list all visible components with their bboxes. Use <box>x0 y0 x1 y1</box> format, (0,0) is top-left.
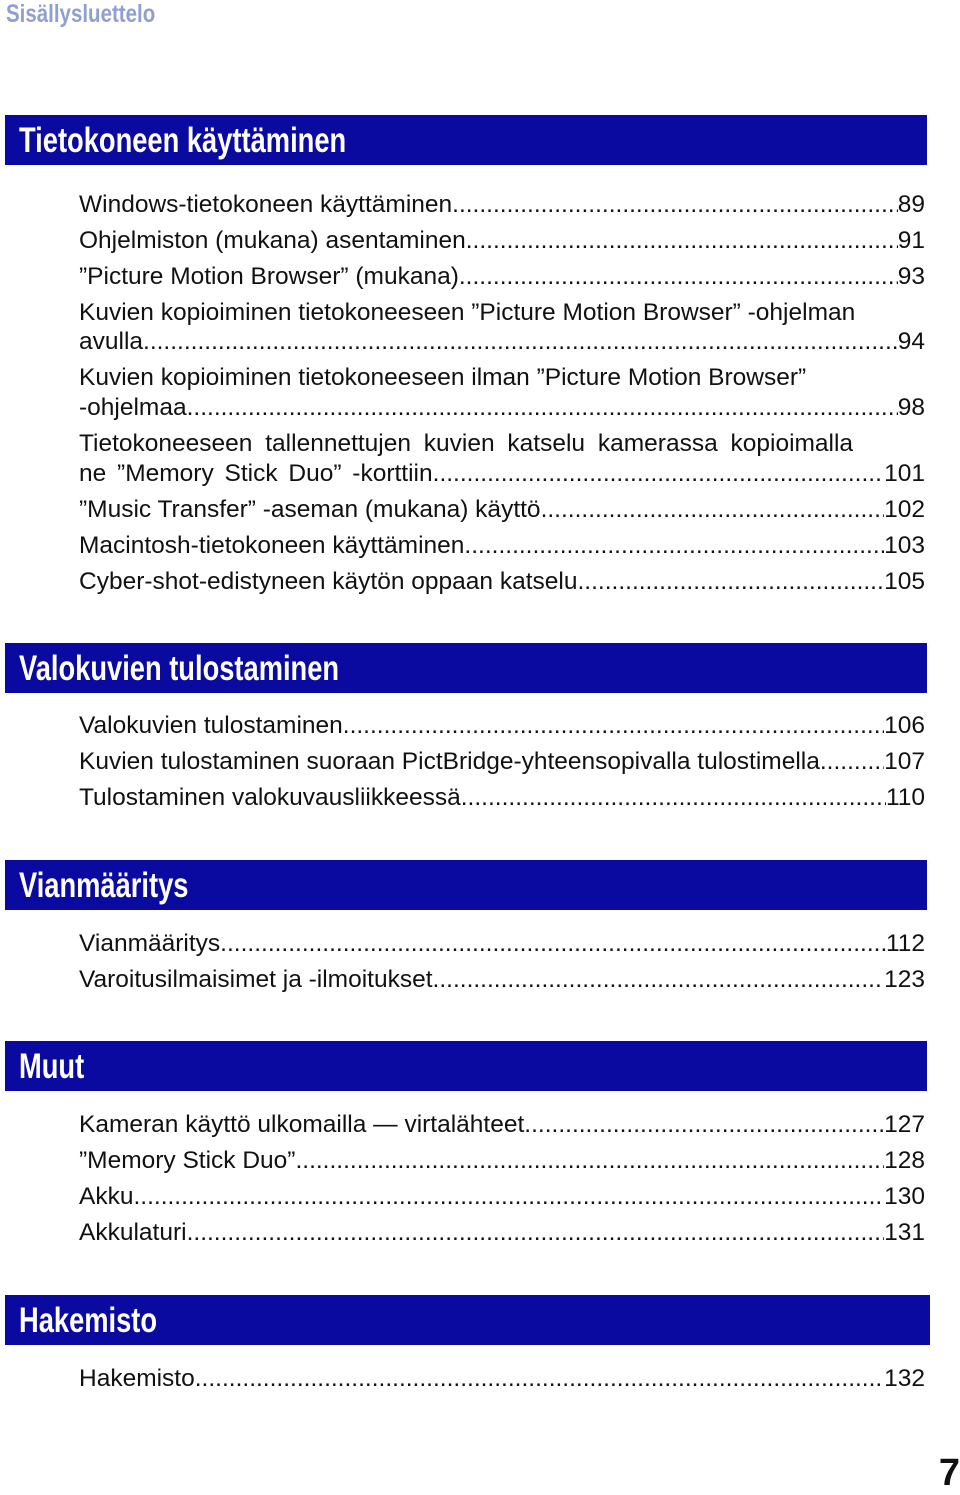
toc-entry-page: 98 <box>897 394 925 421</box>
toc-entry[interactable] <box>79 1216 925 1250</box>
dot-leader <box>433 457 884 491</box>
toc-entry-first-line[interactable]: Tietokoneeseen tallennettujen kuvien katselu kamerassa kopioimalla <box>79 430 854 457</box>
section-header-printing <box>5 643 927 693</box>
toc-entry[interactable] <box>79 260 925 294</box>
toc-entry[interactable] <box>79 709 925 743</box>
section-heading: Valokuvien tulostaminen <box>19 649 340 688</box>
toc-entry-page: 123 <box>884 966 925 993</box>
toc-entry-title: Kuvien tulostaminen suoraan PictBridge-yhteensopivalla tulostimella <box>79 748 820 775</box>
dot-leader <box>461 781 886 815</box>
section-header-index <box>5 1295 930 1345</box>
toc-entry-page: 91 <box>897 227 925 254</box>
toc-entry-title: avulla <box>79 328 144 355</box>
dot-leader <box>466 224 898 258</box>
toc-entry[interactable] <box>79 1108 925 1142</box>
toc-entry[interactable] <box>79 781 925 815</box>
toc-entry-page: 105 <box>884 568 925 595</box>
section-heading: Tietokoneen käyttäminen <box>19 121 347 160</box>
toc-entry[interactable] <box>79 188 925 222</box>
toc-entry-page: 106 <box>884 712 925 739</box>
toc-entry-first-line[interactable]: Kuvien kopioiminen tietokoneeseen ”Picture Motion Browser” -ohjelman <box>79 299 856 326</box>
dot-leader <box>143 325 898 359</box>
toc-entry[interactable] <box>79 529 925 563</box>
toc-entry-title: Ohjelmiston (mukana) asentaminen <box>79 227 466 254</box>
toc-entry-title: ”Memory Stick Duo” <box>79 1147 296 1174</box>
toc-entry-title: -ohjelmaa <box>79 394 187 421</box>
dot-leader <box>820 745 884 779</box>
dot-leader <box>187 391 898 425</box>
toc-entry[interactable] <box>79 325 925 359</box>
toc-entry-page: 112 <box>885 930 925 957</box>
toc-entry[interactable] <box>79 224 925 258</box>
dot-leader <box>464 529 884 563</box>
section-header-computer <box>5 115 927 165</box>
dot-leader <box>295 1144 884 1178</box>
toc-entry-title: Macintosh-tietokoneen käyttäminen <box>79 532 465 559</box>
toc-entry-page: 103 <box>884 532 925 559</box>
toc-entry-page: 107 <box>884 748 925 775</box>
toc-entry-title: Vianmääritys <box>79 930 221 957</box>
toc-entry-title: Varoitusilmaisimet ja -ilmoitukset <box>79 966 433 993</box>
page-title: Sisällysluettelo <box>6 0 156 28</box>
dot-leader <box>577 565 884 599</box>
dot-leader <box>459 260 898 294</box>
toc-entry-title: Kameran käyttö ulkomailla — virtalähteet <box>79 1111 525 1138</box>
toc-entry-title: Cyber-shot-edistyneen käytön oppaan katselu <box>79 568 578 595</box>
section-heading: Muut <box>19 1047 85 1086</box>
section-header-other <box>5 1041 927 1091</box>
toc-entry-first-line[interactable]: Kuvien kopioiminen tietokoneeseen ilman ”Picture Motion Browser” <box>79 364 807 391</box>
dot-leader <box>343 709 884 743</box>
toc-entry-title: Akku <box>79 1183 134 1210</box>
toc-entry[interactable] <box>79 745 925 779</box>
dot-leader <box>220 927 886 961</box>
section-header-troubleshooting <box>5 860 927 910</box>
toc-entry-page: 93 <box>897 263 925 290</box>
toc-entry[interactable] <box>79 457 925 491</box>
toc-entry-title: Hakemisto <box>79 1365 195 1392</box>
toc-entry-page: 89 <box>897 191 925 218</box>
toc-entry-title: ne ”Memory Stick Duo” -korttiin <box>79 460 433 487</box>
toc-entry[interactable] <box>79 927 925 961</box>
toc-entry[interactable] <box>79 1144 925 1178</box>
dot-leader <box>433 963 885 997</box>
toc-entry[interactable] <box>79 493 925 527</box>
dot-leader <box>195 1362 884 1396</box>
toc-entry[interactable] <box>79 963 925 997</box>
section-heading: Hakemisto <box>19 1301 158 1340</box>
toc-entry[interactable] <box>79 1362 925 1396</box>
toc-entry-page: 110 <box>885 784 925 811</box>
toc-entry-page: 131 <box>884 1219 925 1246</box>
toc-entry-title: ”Picture Motion Browser” (mukana) <box>79 263 459 290</box>
toc-entry-title: Valokuvien tulostaminen <box>79 712 343 739</box>
toc-entry-page: 94 <box>897 328 925 355</box>
toc-entry[interactable] <box>79 565 925 599</box>
toc-entry[interactable] <box>79 1180 925 1214</box>
toc-entry[interactable] <box>79 391 925 425</box>
toc-entry-title: Windows-tietokoneen käyttäminen <box>79 191 453 218</box>
toc-entry-title: Tulostaminen valokuvausliikkeessä <box>79 784 461 811</box>
dot-leader <box>524 1108 884 1142</box>
page-number: 7 <box>938 1452 960 1494</box>
toc-entry-page: 132 <box>884 1365 925 1392</box>
toc-entry-title: ”Music Transfer” -aseman (mukana) käyttö <box>79 496 541 523</box>
toc-entry-page: 102 <box>884 496 925 523</box>
toc-entry-title: Akkulaturi <box>79 1219 187 1246</box>
toc-entry-page: 127 <box>884 1111 925 1138</box>
dot-leader <box>452 188 898 222</box>
dot-leader <box>541 493 885 527</box>
dot-leader <box>133 1180 884 1214</box>
toc-entry-page: 130 <box>884 1183 925 1210</box>
toc-entry-page: 128 <box>884 1147 925 1174</box>
dot-leader <box>187 1216 885 1250</box>
section-heading: Vianmääritys <box>19 866 189 905</box>
toc-entry-page: 101 <box>884 460 925 487</box>
